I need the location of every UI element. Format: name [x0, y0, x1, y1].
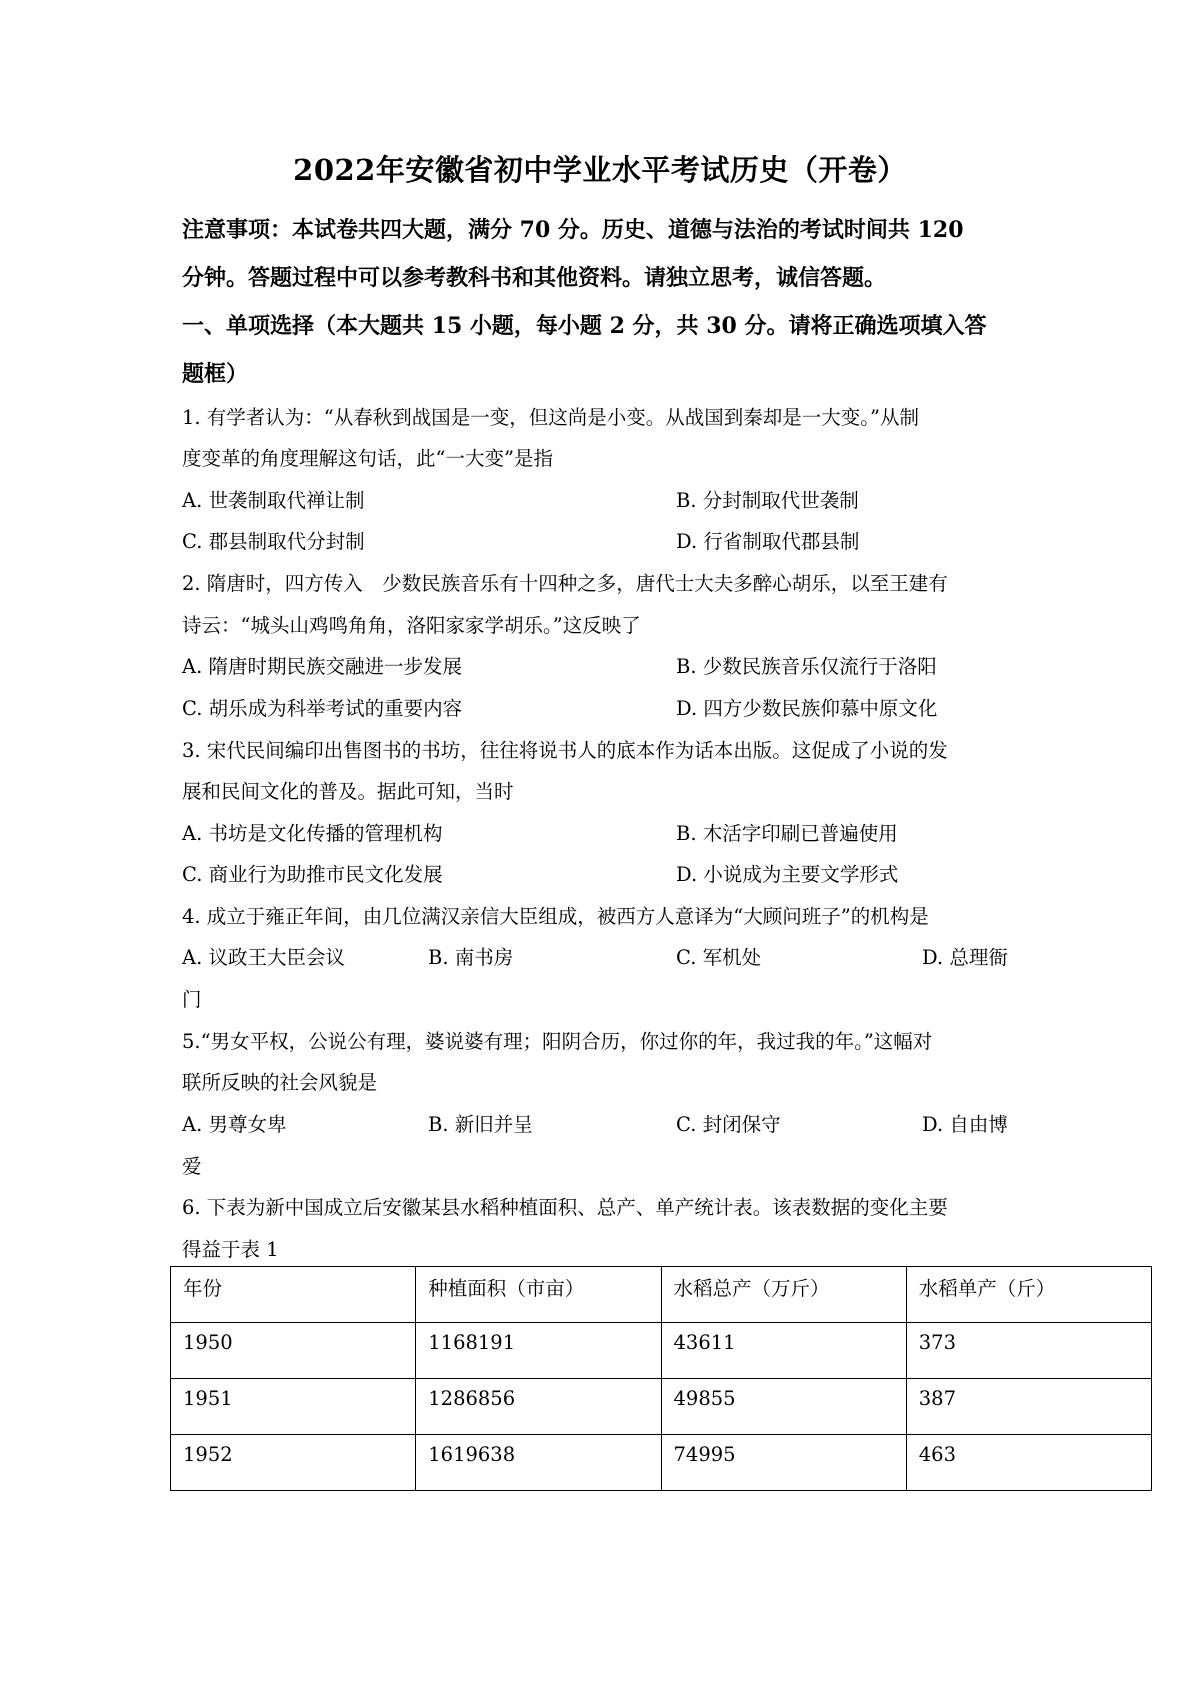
- table-header-cell: 年份: [171, 1267, 416, 1323]
- table-header-cell: 水稻单产（斤）: [906, 1267, 1151, 1323]
- question-6-line-1: 6. 下表为新中国成立后安徽某县水稻种植面积、总产、单产统计表。该表数据的变化主要: [182, 1196, 948, 1219]
- table-cell: 373: [906, 1323, 1151, 1379]
- question-4-option-b: B. 南书房: [428, 946, 514, 969]
- question-1-option-b: B. 分封制取代世袭制: [676, 489, 859, 512]
- notice-line-2: 分钟。答题过程中可以参考教科书和其他资料。请独立思考，诚信答题。: [182, 265, 887, 291]
- table-cell: 1950: [171, 1323, 416, 1379]
- table-cell: 43611: [661, 1323, 906, 1379]
- question-1-option-c: C. 郡县制取代分封制: [182, 530, 365, 553]
- table-cell: 463: [906, 1435, 1151, 1491]
- notice-line-1: 注意事项：本试卷共四大题，满分 70 分。历史、道德与法治的考试时间共 120: [182, 217, 964, 243]
- question-3-option-c: C. 商业行为助推市民文化发展: [182, 863, 443, 886]
- question-2-option-b: B. 少数民族音乐仅流行于洛阳: [676, 655, 937, 678]
- question-5-line-1: 5.“男女平权，公说公有理，婆说婆有理；阳阴合历，你过你的年，我过我的年。”这幅对: [182, 1030, 933, 1053]
- question-5-option-b: B. 新旧并呈: [428, 1113, 533, 1136]
- page-title: 2022年安徽省初中学业水平考试历史（开卷）: [293, 153, 907, 187]
- question-1-option-d: D. 行省制取代郡县制: [676, 530, 860, 553]
- question-4-option-d: D. 总理衙: [922, 946, 1008, 969]
- table-cell: 74995: [661, 1435, 906, 1491]
- question-5-option-d: D. 自由博: [922, 1113, 1008, 1136]
- question-2-option-a: A. 隋唐时期民族交融进一步发展: [182, 655, 462, 678]
- question-2-line-2: 诗云：“城头山鸡鸣角角，洛阳家家学胡乐。”这反映了: [182, 614, 641, 637]
- question-5-option-a: A. 男尊女卑: [182, 1113, 287, 1136]
- table-cell: 1619638: [416, 1435, 661, 1491]
- table-row: [171, 1435, 1152, 1491]
- table-row: [171, 1323, 1152, 1379]
- question-3-option-d: D. 小说成为主要文学形式: [676, 863, 899, 886]
- table-cell: 49855: [661, 1379, 906, 1435]
- question-2-option-c: C. 胡乐成为科举考试的重要内容: [182, 697, 463, 720]
- question-3-option-a: A. 书坊是文化传播的管理机构: [182, 822, 443, 845]
- question-4-option-c: C. 军机处: [676, 946, 762, 969]
- question-3-line-2: 展和民间文化的普及。据此可知，当时: [182, 780, 514, 803]
- question-2-option-d: D. 四方少数民族仰慕中原文化: [676, 697, 938, 720]
- question-6-line-2: 得益于表 1: [182, 1238, 279, 1261]
- rice-statistics-table: [170, 1266, 1152, 1491]
- question-5-line-2: 联所反映的社会风貌是: [182, 1071, 378, 1094]
- table-cell: 1951: [171, 1379, 416, 1435]
- question-1-line-2: 度变革的角度理解这句话，此“一大变”是指: [182, 447, 553, 470]
- table-header-cell: 水稻总产（万斤）: [661, 1267, 906, 1323]
- table-cell: 1952: [171, 1435, 416, 1491]
- question-4-option-d-wrap: 门: [182, 988, 202, 1011]
- table-header-row: [171, 1267, 1152, 1323]
- question-4-line-1: 4. 成立于雍正年间，由几位满汉亲信大臣组成，被西方人意译为“大顾问班子”的机构是: [182, 905, 929, 928]
- table-cell: 1286856: [416, 1379, 661, 1435]
- section-heading-line-1: 一、单项选择（本大题共 15 小题，每小题 2 分，共 30 分。请将正确选项填入答: [182, 313, 987, 339]
- question-3-line-1: 3. 宋代民间编印出售图书的书坊，往往将说书人的底本作为话本出版。这促成了小说的发: [182, 739, 948, 762]
- question-2-line-1: 2. 隋唐时，四方传入 少数民族音乐有十四种之多，唐代士大夫多醉心胡乐，以至王建有: [182, 572, 948, 595]
- question-4-option-a: A. 议政王大臣会议: [182, 946, 345, 969]
- table-row: [171, 1379, 1152, 1435]
- table-cell: 1168191: [416, 1323, 661, 1379]
- table-cell: 387: [906, 1379, 1151, 1435]
- section-heading-line-2: 题框）: [182, 361, 249, 387]
- question-1-option-a: A. 世袭制取代禅让制: [182, 489, 365, 512]
- question-1-line-1: 1. 有学者认为：“从春秋到战国是一变，但这尚是小变。从战国到秦却是一大变。”从制: [182, 406, 919, 429]
- question-5-option-c: C. 封闭保守: [676, 1113, 781, 1136]
- question-3-option-b: B. 木活字印刷已普遍使用: [676, 822, 898, 845]
- table-header-cell: 种植面积（市亩）: [416, 1267, 661, 1323]
- question-5-option-d-wrap: 爱: [182, 1155, 202, 1178]
